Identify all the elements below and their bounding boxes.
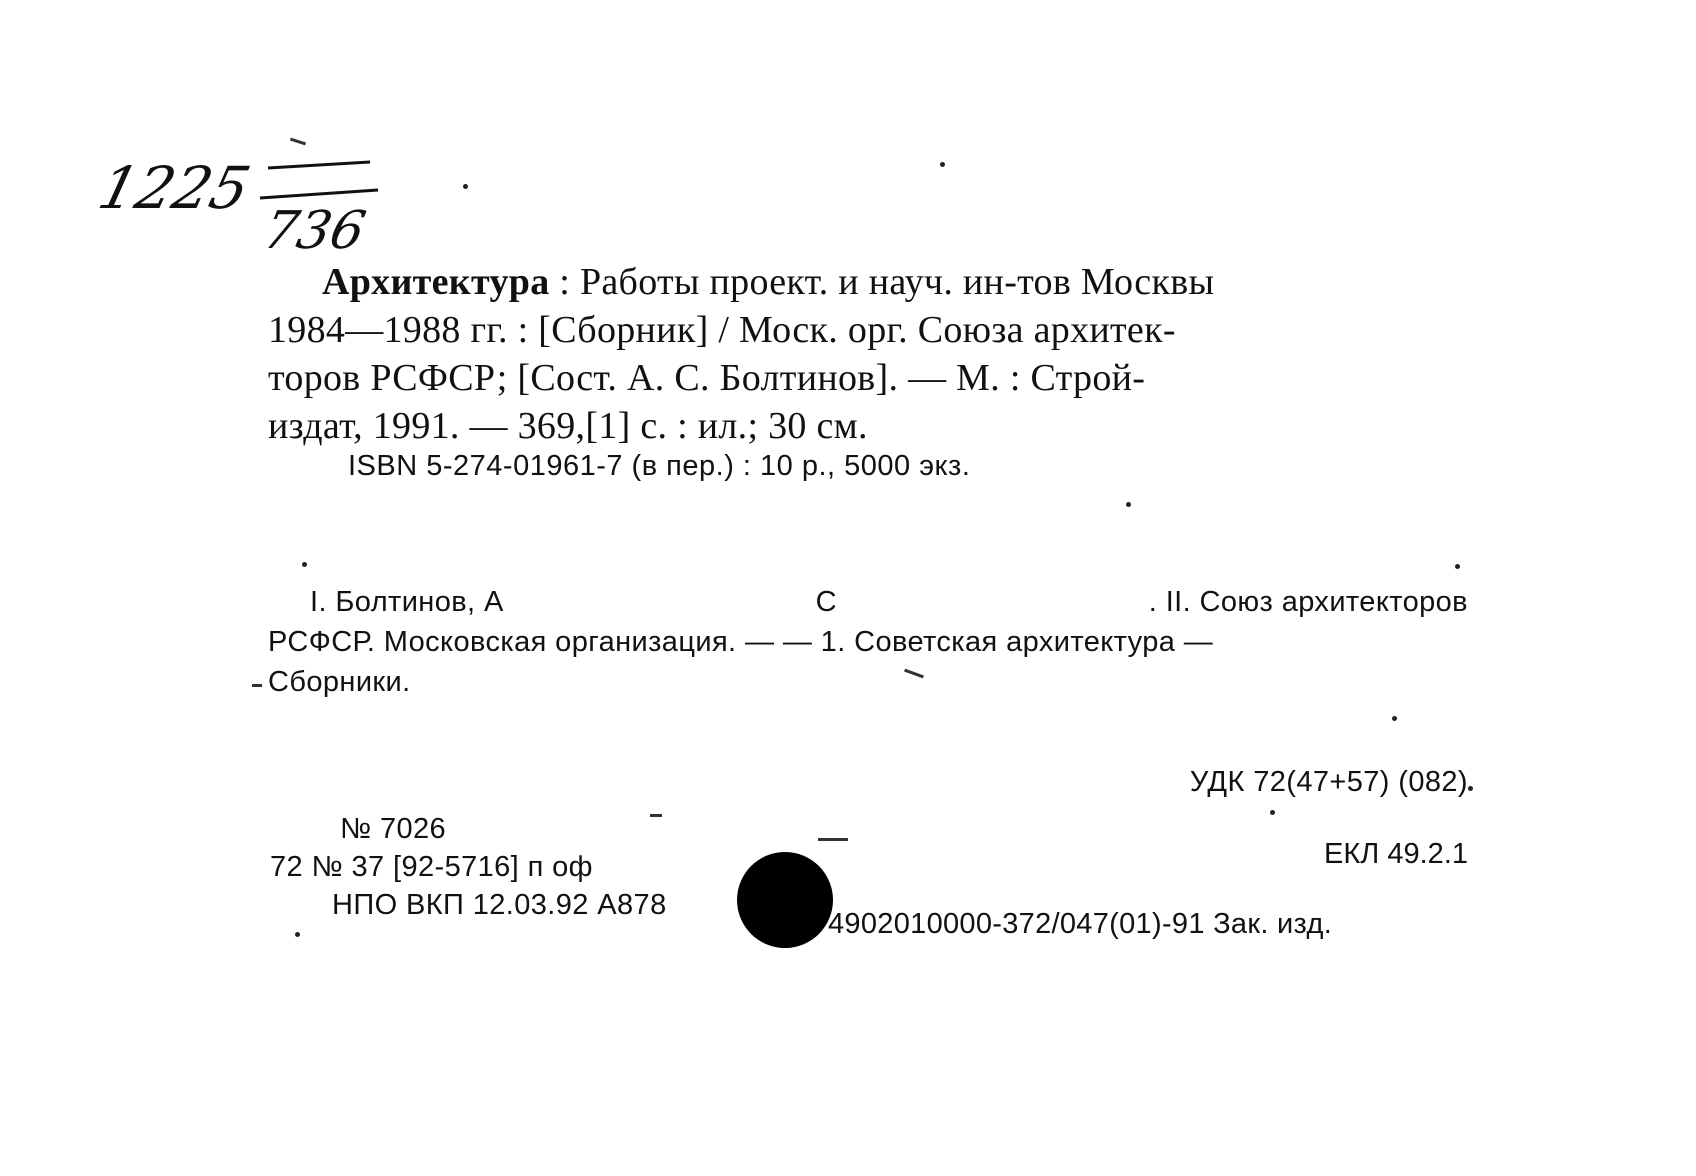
speck bbox=[295, 932, 300, 937]
speck bbox=[1468, 786, 1473, 791]
handwritten-bottom-number: 736 bbox=[258, 200, 371, 261]
tracing-author: I. Болтинов, А bbox=[310, 586, 504, 618]
tracing-row-3: Сборники. bbox=[268, 666, 411, 698]
imprint-number: № 7026 bbox=[340, 813, 447, 845]
tracing-row-1 bbox=[268, 582, 1468, 622]
speck bbox=[650, 814, 662, 817]
entry-line1-rest: : Работы проект. и науч. ин-тов Москвы bbox=[549, 261, 1215, 303]
imprint-printer: НПО ВКП 12.03.92 А878 bbox=[332, 889, 667, 921]
speck bbox=[290, 138, 306, 146]
tracing-initial: С bbox=[815, 586, 837, 618]
speck bbox=[818, 838, 848, 841]
speck bbox=[1270, 810, 1275, 815]
speck bbox=[1392, 716, 1397, 721]
speck bbox=[463, 184, 468, 189]
speck bbox=[302, 562, 307, 567]
entry-heading: Архитектура bbox=[322, 261, 550, 303]
imprint-block bbox=[270, 810, 667, 924]
speck bbox=[1126, 502, 1131, 507]
bibliographic-description bbox=[268, 258, 1468, 450]
imprint-order: 72 № 37 [92-5716] п оф bbox=[270, 851, 593, 883]
speck bbox=[1455, 564, 1460, 569]
isbn-line: ISBN 5-274-01961-7 (в пер.) : 10 р., 5000 экз. bbox=[348, 450, 971, 482]
udk-code: УДК 72(47+57) (082) bbox=[1189, 766, 1468, 798]
tracing-row-2 bbox=[268, 622, 1468, 662]
tracing-corporate: . II. Союз архитекторов bbox=[1148, 586, 1468, 618]
handwritten-top-number: 1225 bbox=[92, 153, 257, 222]
handwritten-shelf-number bbox=[92, 150, 450, 261]
publisher-code: 4902010000-372/047(01)-91 Зак. изд. bbox=[828, 908, 1333, 940]
punch-hole bbox=[737, 852, 833, 948]
tracing-subject: РСФСР. Московская организация. — — 1. Советская архитектура — bbox=[268, 626, 1214, 658]
tracings bbox=[268, 582, 1468, 702]
speck bbox=[940, 162, 945, 167]
speck bbox=[252, 684, 262, 687]
description-line-4: издат, 1991. — 369,[1] с. : ил.; 30 см. bbox=[268, 405, 868, 447]
description-line-3: торов РСФСР; [Сост. А. С. Болтинов]. — М. : Строй- bbox=[268, 357, 1146, 399]
description-line-2: 1984—1988 гг. : [Сборник] / Моск. орг. Союза архитек- bbox=[268, 309, 1176, 351]
ekl-code: ЕКЛ 49.2.1 bbox=[1324, 838, 1468, 870]
description-line-1 bbox=[268, 258, 1468, 306]
